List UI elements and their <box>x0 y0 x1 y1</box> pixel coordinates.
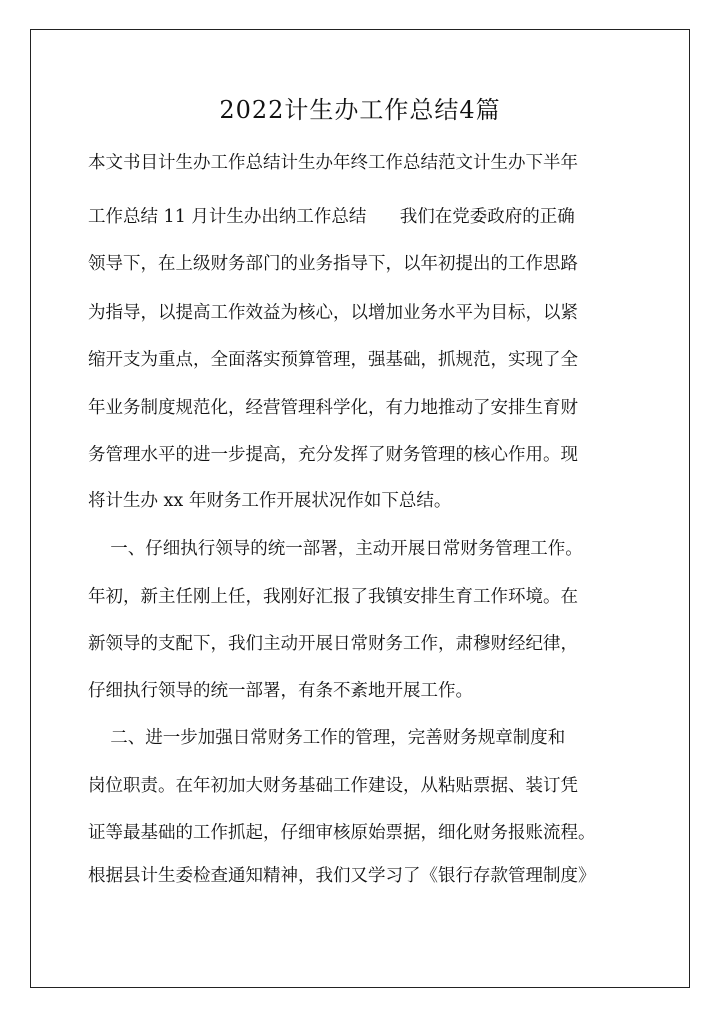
text-line: 工作总结 11 月计生办出纳工作总结 我们在党委政府的正确 <box>88 207 575 227</box>
text-line: 新领导的支配下，我们主动开展日常财务工作，肃穆财经纪律， <box>88 634 578 654</box>
text-line: 根据县计生委检查通知精神，我们又学习了《银行存款管理制度》 <box>88 866 596 886</box>
text-line: 本文书目计生办工作总结计生办年终工作总结范文计生办下半年 <box>88 153 578 173</box>
text-line: 二、进一步加强日常财务工作的管理，完善财务规章制度和 <box>88 728 566 748</box>
text-line: 年初，新主任刚上任，我刚好汇报了我镇安排生育工作环境。在 <box>88 587 578 607</box>
text-line: 一、仔细执行领导的统一部署，主动开展日常财务管理工作。 <box>88 539 583 559</box>
text-line: 将计生办 xx 年财务工作开展状况作如下总结。 <box>88 491 452 511</box>
text-line: 证等最基础的工作抓起，仔细审核原始票据，细化财务报账流程。 <box>88 823 596 843</box>
text-line: 缩开支为重点，全面落实预算管理，强基础，抓规范，实现了全 <box>88 350 578 370</box>
text-line: 年业务制度规范化，经营管理科学化，有力地推动了安排生育财 <box>88 398 578 418</box>
text-line: 领导下，在上级财务部门的业务指导下，以年初提出的工作思路 <box>88 254 578 274</box>
text-line: 仔细执行领导的统一部署，有条不紊地开展工作。 <box>88 681 473 701</box>
text-line: 务管理水平的进一步提高，充分发挥了财务管理的核心作用。现 <box>88 445 578 465</box>
text-line: 岗位职责。在年初加大财务基础工作建设，从粘贴票据、装订凭 <box>88 776 578 796</box>
document-title: 2022计生办工作总结4篇 <box>219 96 501 124</box>
text-line: 为指导，以提高工作效益为核心，以增加业务水平为目标，以紧 <box>88 303 578 323</box>
